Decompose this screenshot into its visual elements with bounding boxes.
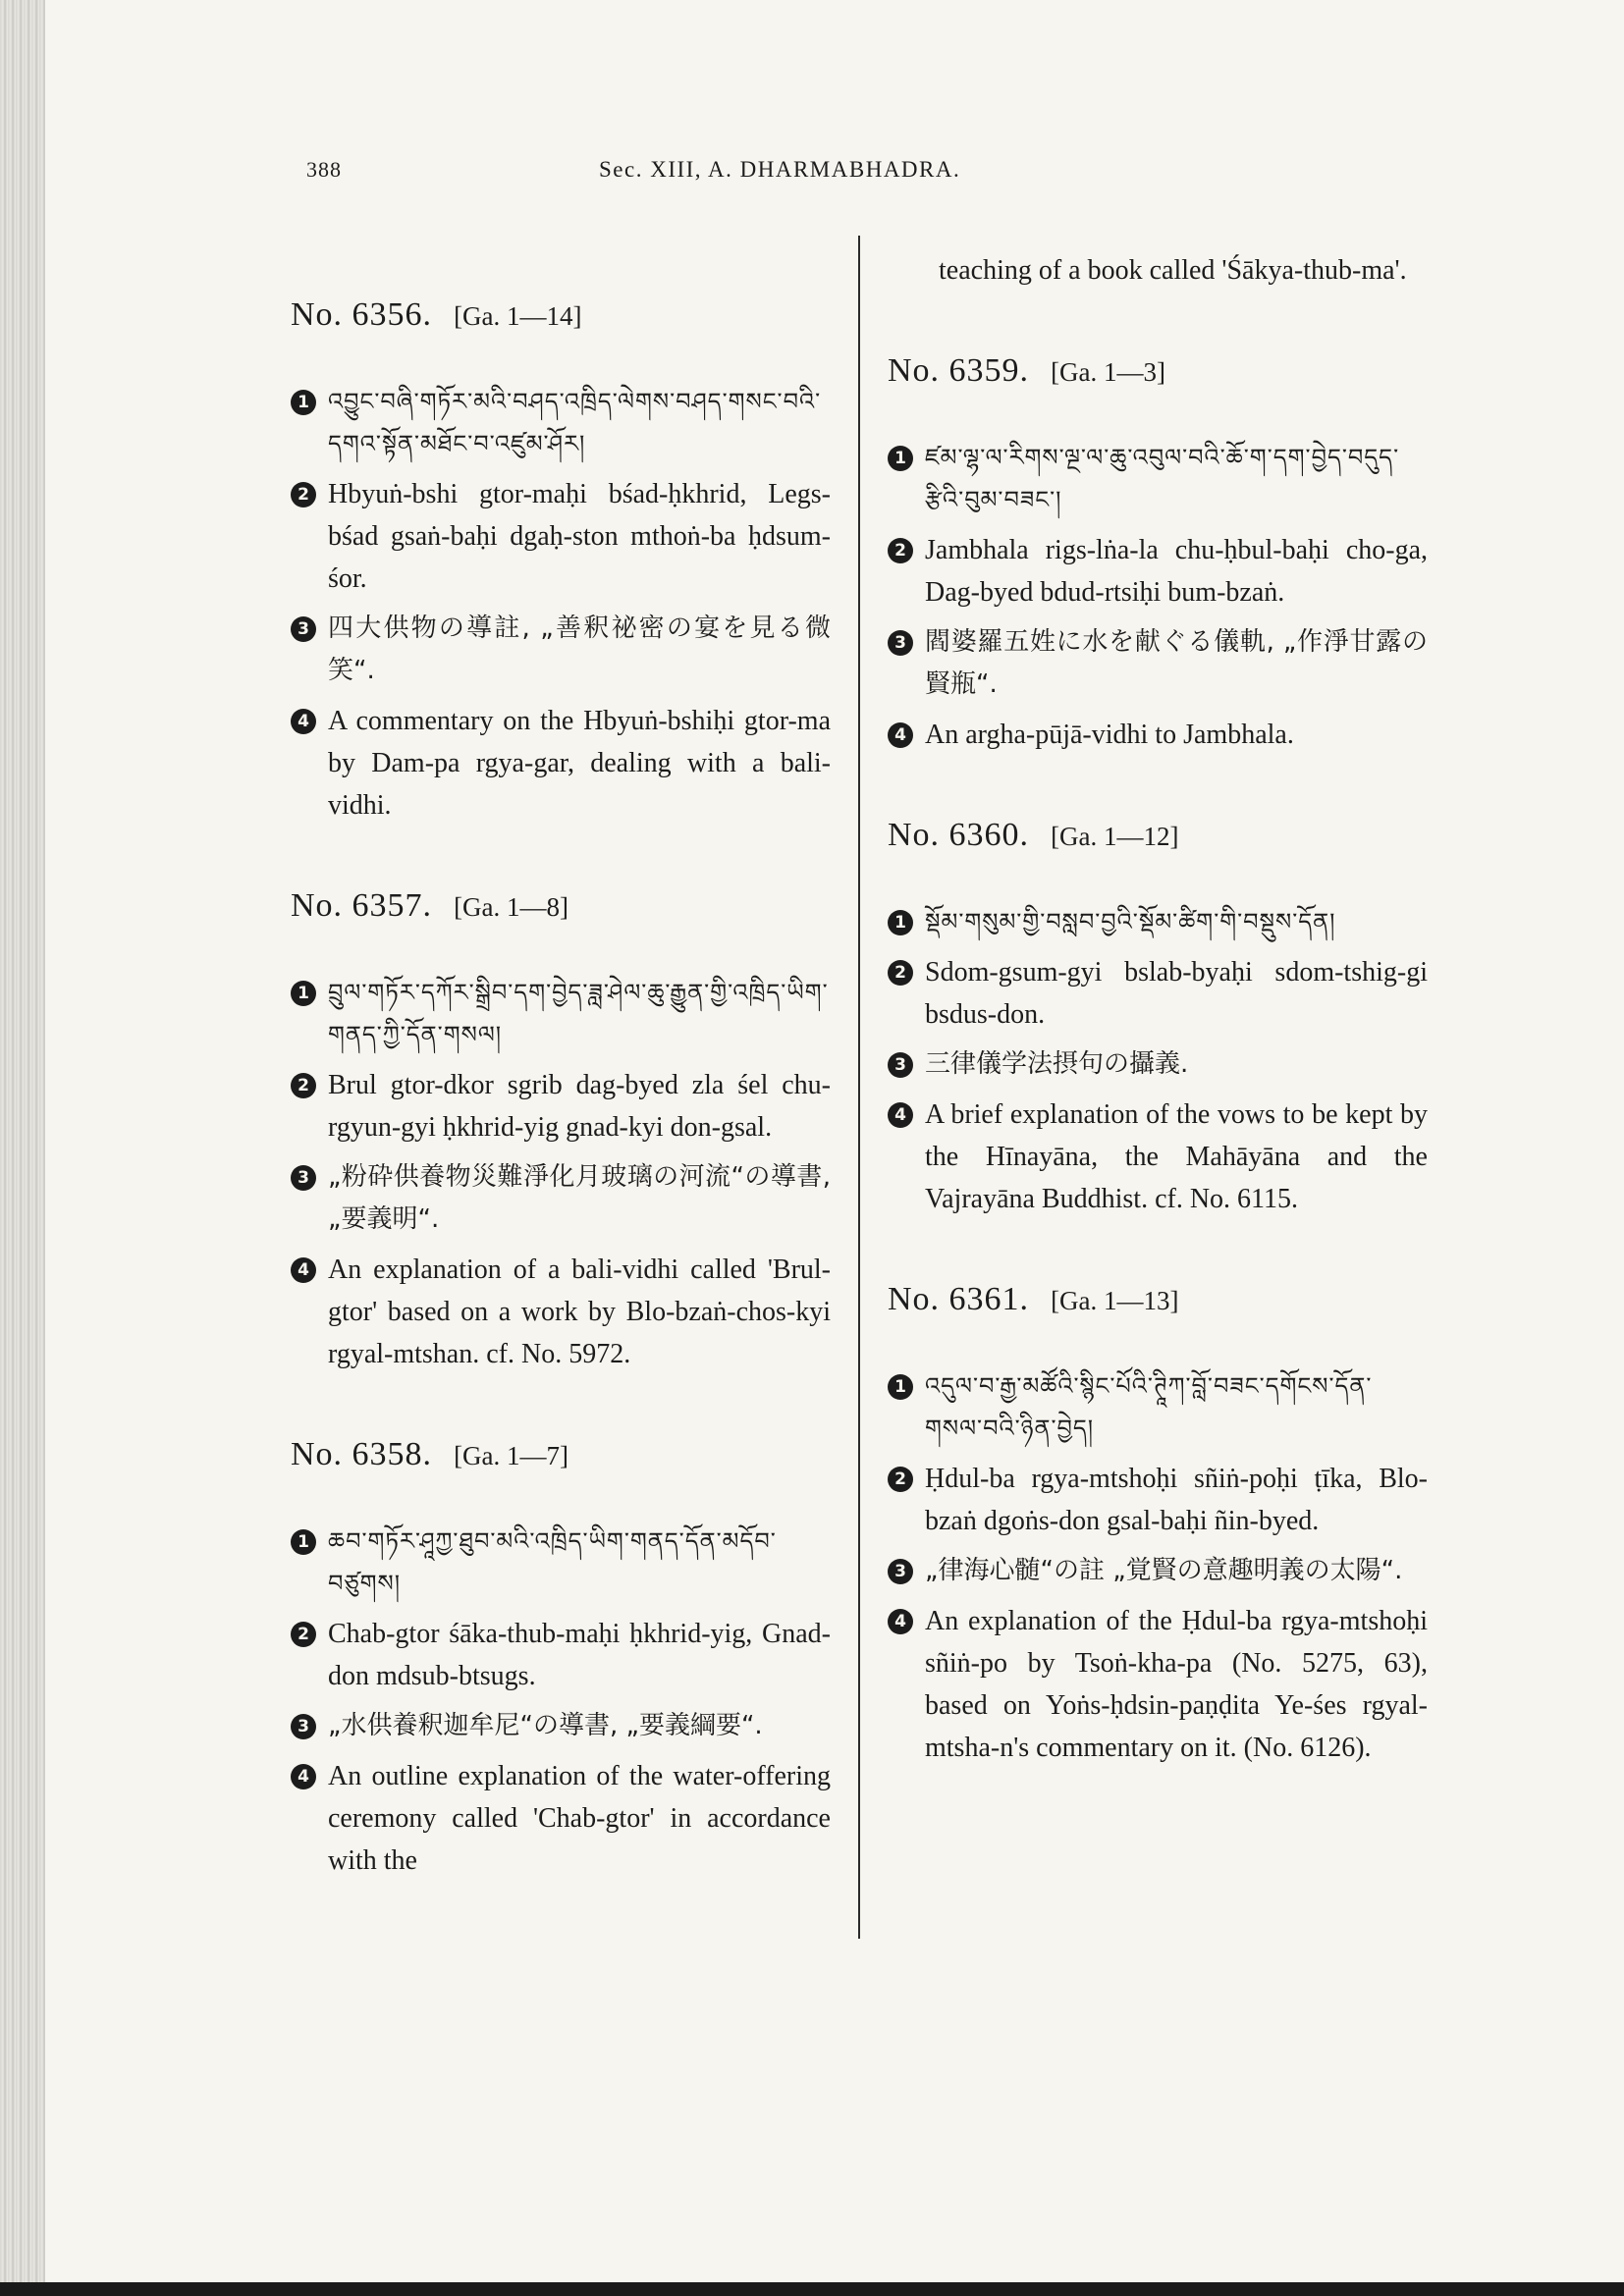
circled-number-marker: 4 [291,1257,316,1283]
tibetan-title: བྲུལ་གཏོར་དཀོར་སྒྲིབ་དག་བྱེད་ཟླ་ཤེལ་ཆུ་རྒྱུན་གྱི་འཁྲིད་ཡིག་གནད་ཀྱི་དོན་གསལ། [328,979,829,1048]
entry-line [888,1550,1428,1592]
circled-number-marker: 2 [291,482,316,507]
circled-number-marker: 3 [291,1165,316,1191]
circled-number-marker: 1 [888,910,913,935]
tibetan-title: འབྱུང་བཞི་གཏོར་མའི་བཤད་འཁྲིད་ལེགས་བཤད་གསང་བའི་དགའ་སྟོན་མཐོང་བ་འཛུམ་ཤོར། [328,388,822,457]
entry-line [888,529,1428,614]
circled-number-marker: 1 [888,446,913,471]
entry-heading [291,887,831,925]
entry-number: No. 6356. [291,296,433,333]
entry-heading [291,296,831,334]
catalog-entry [291,1436,831,1882]
entry-number: No. 6358. [291,1436,433,1472]
entry-line [291,972,831,1056]
entry-heading [888,1281,1428,1318]
page-number: 388 [306,157,342,182]
circled-number-marker: 1 [291,1529,316,1555]
entry-line [291,1705,831,1747]
page-bottom-edge [0,2282,1624,2296]
tibetan-title: ཛམ་ལྷ་ལ་རིགས་ལྔ་ལ་ཆུ་འབུལ་བའི་ཆོ་ག་དག་བྱེད་བདུད་རྩིའི་བུམ་བཟང་། [925,444,1400,513]
transliterated-title: Sdom-gsum-gyi bslab-byaḥi sdom-tshig-gi bsdus-don. [925,957,1428,1030]
circled-number-marker: 2 [291,1073,316,1098]
entry-line [291,1156,831,1241]
entry-line [888,951,1428,1036]
entry-reference: [Ga. 1—7] [454,1441,569,1470]
circled-number-marker: 3 [888,1559,913,1584]
entry-heading [888,352,1428,390]
entry-number: No. 6361. [888,1281,1030,1317]
japanese-title: „律海心髄“の註 „覚賢の意趣明義の太陽“. [925,1556,1403,1585]
entry-line [888,901,1428,943]
circled-number-marker: 3 [888,1052,913,1078]
english-description: A brief explanation of the vows to be kept by the Hīnayāna, the Mahāyāna and the Vajrayāna Buddhist. cf. No. 6115. [925,1099,1428,1214]
running-head [0,157,1624,192]
entry-number: No. 6357. [291,887,433,924]
japanese-title: 閻婆羅五姓に水を献ぐる儀軌, „作淨甘露の賢瓶“. [925,627,1428,699]
entry-line [291,1064,831,1148]
catalog-entry [888,1281,1428,1769]
circled-number-marker: 4 [291,709,316,734]
english-description: A commentary on the Hbyuṅ-bshiḥi gtor-ma by Dam-pa rgya-gar, dealing with a bali-vidhi. [328,706,831,821]
entry-number: No. 6360. [888,817,1030,853]
entry-line [291,700,831,827]
catalog-entry [888,352,1428,756]
section-title: Sec. XIII, A. DHARMABHADRA. [599,157,961,182]
entry-line [291,1521,831,1605]
tibetan-title: སྡོམ་གསུམ་གྱི་བསླབ་བྱའི་སྡོམ་ཚིག་གི་བསྡུས་དོན། [925,908,1336,935]
circled-number-marker: 4 [888,1609,913,1634]
entry-reference: [Ga. 1—14] [454,301,582,331]
transliterated-title: Chab-gtor śāka-thub-maḥi ḥkhrid-yig, Gnad-don mdsub-btsugs. [328,1619,831,1691]
tibetan-title: ཆབ་གཏོར་ཤཱཀྱ་ཐུབ་མའི་འཁྲིད་ཡིག་གནད་དོན་མདོབ་བཙུགས། [328,1527,777,1597]
circled-number-marker: 2 [888,538,913,563]
japanese-title: „水供養釈迦牟尼“の導書, „要義綱要“. [328,1711,763,1740]
tibetan-title: འདུལ་བ་རྒྱ་མཚོའི་སྙིང་པོའི་ཊཱིཀ་བློ་བཟང་དགོངས་དོན་གསལ་བའི་ཉིན་བྱེད། [925,1372,1373,1442]
entry-line [888,1600,1428,1769]
entry-heading [888,817,1428,854]
entry-line [291,381,831,465]
column-divider [858,236,860,1939]
left-column [291,236,831,1925]
catalog-entry [291,887,831,1375]
english-description: An outline explanation of the water-offering ceremony called 'Chab-gtor' in accordance with the [328,1761,831,1876]
carryover-text: teaching of a book called 'Śākya-thub-ma'. [939,255,1407,286]
circled-number-marker: 4 [888,722,913,748]
entry-line [888,1043,1428,1086]
right-column [888,236,1428,1812]
entry-line [888,1458,1428,1542]
entry-reference: [Ga. 1—12] [1051,822,1179,851]
japanese-title: „粉砕供養物災難淨化月玻璃の河流“の導書, „要義明“. [328,1162,831,1234]
entry-line [888,1094,1428,1220]
english-description: An argha-pūjā-vidhi to Jambhala. [925,720,1294,750]
transliterated-title: Jambhala rigs-lṅa-la chu-ḥbul-baḥi cho-ga, Dag-byed bdud-rtsiḥi bum-bzaṅ. [925,535,1428,608]
circled-number-marker: 1 [291,981,316,1006]
english-description: An explanation of a bali-vidhi called 'Brul-gtor' based on a work by Blo-bzaṅ-chos-kyi rgyal-mtshan. cf. No. 5972. [328,1255,831,1369]
circled-number-marker: 3 [291,616,316,642]
catalog-entry [888,817,1428,1220]
entry-line [888,437,1428,521]
transliterated-title: Brul gtor-dkor sgrib dag-byed zla śel chu-rgyun-gyi ḥkhrid-yig gnad-kyi don-gsal. [328,1070,831,1143]
circled-number-marker: 4 [888,1102,913,1128]
entry-line [291,1249,831,1375]
entry-line [291,608,831,692]
catalog-entry [291,296,831,827]
transliterated-title: Ḥdul-ba rgya-mtshoḥi sñiṅ-poḥi ṭīka, Blo-bzaṅ dgoṅs-don gsal-baḥi ñin-byed. [925,1464,1428,1536]
entry-line [291,473,831,600]
japanese-title: 三律儀学法摂句の攝義. [925,1049,1189,1079]
book-spine-edge [0,0,45,2296]
circled-number-marker: 2 [291,1622,316,1647]
entry-number: No. 6359. [888,352,1030,389]
entry-reference: [Ga. 1—13] [1051,1286,1179,1315]
entry-reference: [Ga. 1—8] [454,892,569,922]
entry-line [291,1755,831,1882]
circled-number-marker: 4 [291,1764,316,1789]
circled-number-marker: 2 [888,960,913,986]
circled-number-marker: 1 [888,1374,913,1400]
circled-number-marker: 3 [291,1714,316,1739]
entry-line [888,621,1428,706]
circled-number-marker: 1 [291,390,316,415]
entry-reference: [Ga. 1—3] [1051,357,1166,387]
circled-number-marker: 3 [888,630,913,656]
entry-line [888,714,1428,756]
right-column-entries [888,352,1428,1769]
entry-heading [291,1436,831,1473]
entry-line [888,1365,1428,1450]
transliterated-title: Hbyuṅ-bshi gtor-maḥi bśad-ḥkhrid, Legs-bśad gsaṅ-baḥi dgaḥ-ston mthoṅ-ba ḥdsum-śor. [328,479,831,594]
english-description: An explanation of the Ḥdul-ba rgya-mtshoḥi sñiṅ-po by Tsoṅ-kha-pa (No. 5275, 63), based on Yoṅs-ḥdsin-paṇḍita Ye-śes rgyal-mtsha-n's commentary on it. (No. 6126). [925,1606,1428,1763]
japanese-title: 四大供物の導註, „善釈祕密の宴を見る微笑“. [328,614,831,685]
entry-line [291,1613,831,1697]
circled-number-marker: 2 [888,1467,913,1492]
